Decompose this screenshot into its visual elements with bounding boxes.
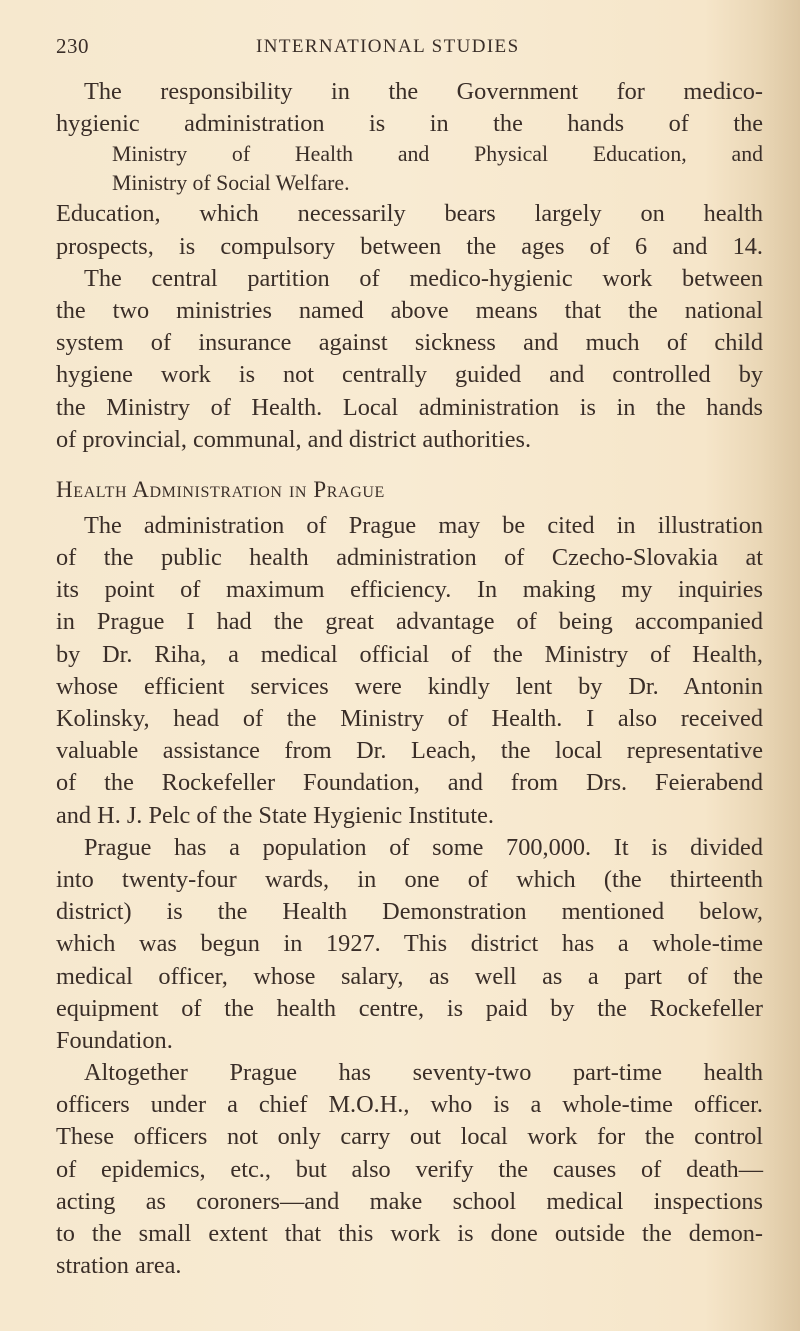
text-line: into twenty-four wards, in one of which (the thirteenth (56, 865, 763, 893)
partition-paragraph (56, 263, 763, 456)
text-line: valuable assistance from Dr. Leach, the local representative (56, 737, 763, 765)
text-line: equipment of the health centre, is paid by the Rockefeller (56, 994, 763, 1022)
text-line: acting as coroners—and make school medical inspections (56, 1187, 763, 1215)
running-head (56, 34, 768, 64)
prague-paragraph (56, 510, 763, 832)
text-line: Prague has a population of some 700,000. It is divided (84, 833, 763, 861)
text-line: by Dr. Riha, a medical official of the Ministry of Health, (56, 640, 763, 668)
text-line: The central partition of medico-hygienic work between (84, 264, 763, 292)
text-line: officers under a chief M.O.H., who is a whole-time officer. (56, 1091, 763, 1119)
text-line: of provincial, communal, and district authorities. (56, 425, 532, 453)
text-line: to the small extent that this work is done outside the demon- (56, 1220, 763, 1247)
ministry-item: Ministry of Health and Physical Education, and (112, 142, 763, 167)
text-line: which was begun in 1927. This district has a whole-time (56, 930, 763, 958)
text-line: The administration of Prague may be cited in illustration (84, 511, 763, 539)
text-line: hygienic administration is in the hands of the (56, 110, 763, 138)
education-paragraph (56, 198, 763, 262)
intro-paragraph (56, 76, 763, 140)
body-text (56, 76, 763, 1282)
text-line: Foundation. (56, 1026, 173, 1054)
text-line: Education, which necessarily bears largely on health (56, 200, 763, 228)
text-line: Kolinsky, head of the Ministry of Health. I also received (56, 705, 763, 732)
page-number: 230 (56, 34, 89, 58)
ministry-item: Ministry of Social Welfare. (112, 171, 350, 196)
text-line: These officers not only carry out local work for the control (56, 1123, 763, 1151)
text-line: district) is the Health Demonstration mentioned below, (56, 898, 763, 926)
text-line: of the public health administration of Czecho-Slovakia at (56, 544, 763, 572)
text-line: of epidemics, etc., but also verify the causes of death— (56, 1155, 763, 1183)
section-heading: Health Administration in Prague (56, 476, 385, 502)
text-line: whose efficient services were kindly lent by Dr. Antonin (56, 672, 763, 700)
text-line: the Ministry of Health. Local administration is in the hands (56, 393, 763, 421)
text-line: and H. J. Pelc of the State Hygienic Institute. (56, 801, 494, 829)
population-paragraph (56, 832, 763, 1057)
text-line: system of insurance against sickness and much of child (56, 329, 763, 357)
text-line: The responsibility in the Government for medico- (84, 78, 763, 105)
ministries-list (56, 140, 763, 198)
text-line: medical officer, whose salary, as well as a part of the (56, 962, 763, 990)
text-line: hygiene work is not centrally guided and controlled by (56, 361, 763, 389)
text-line: in Prague I had the great advantage of being accompanied (56, 608, 763, 636)
text-line: stration area. (56, 1252, 182, 1280)
text-line: the two ministries named above means that the national (56, 296, 763, 324)
running-title: INTERNATIONAL STUDIES (256, 36, 520, 57)
text-line: of the Rockefeller Foundation, and from Drs. Feierabend (56, 769, 763, 797)
text-line: prospects, is compulsory between the ages of 6 and 14. (56, 232, 763, 260)
officers-paragraph (56, 1057, 763, 1282)
text-line: Altogether Prague has seventy-two part-time health (84, 1059, 763, 1087)
text-line: its point of maximum efficiency. In making my inquiries (56, 576, 763, 604)
